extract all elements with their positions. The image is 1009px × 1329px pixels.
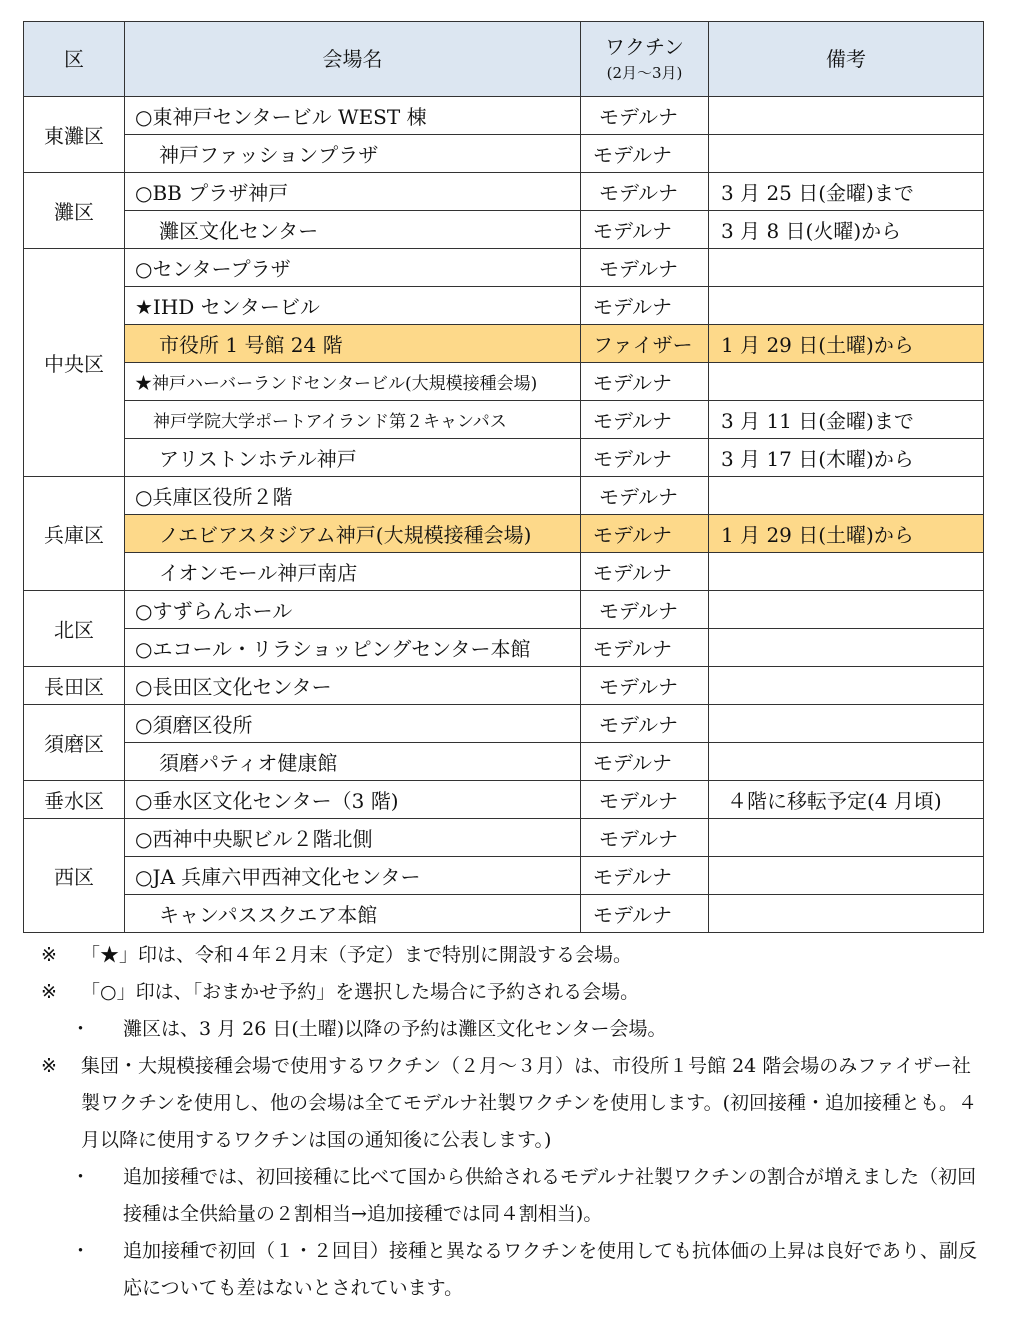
- table-row: [24, 553, 984, 591]
- vaccine-cell: モデルナ: [581, 667, 709, 705]
- footnote-text: 集団・大規模接種会場で使用するワクチン（２月～３月）は、市役所１号館 24 階会場のみファイザー社製ワクチンを使用し、他の会場は全てモデルナ社製ワクチンを使用します。(初回接種・追加接種とも。４月以降に使用するワクチンは国の通知後に公表します。): [81, 1055, 978, 1151]
- footnote-bullet: [23, 1233, 983, 1307]
- footnote: [23, 974, 983, 1011]
- footnote-text: 「○」印は、「おまかせ予約」を選択した場合に予約される会場。: [81, 981, 640, 1003]
- venue-cell: キャンパススクエア本館: [125, 895, 581, 933]
- note-cell: [709, 857, 984, 895]
- note-cell: 3 月 11 日(金曜)まで: [709, 401, 984, 439]
- venue-cell: アリストンホテル神戸: [125, 439, 581, 477]
- venue-cell: イオンモール神戸南店: [125, 553, 581, 591]
- note-cell: 3 月 17 日(木曜)から: [709, 439, 984, 477]
- venue-cell: ○エコール・リラショッピングセンター本館: [125, 629, 581, 667]
- header-ward: 区: [24, 22, 125, 97]
- note-cell: [709, 249, 984, 287]
- header-vaccine-period: (2月～3月): [606, 64, 683, 83]
- table-row: [24, 591, 984, 629]
- venue-cell: ○西神中央駅ビル２階北側: [125, 819, 581, 857]
- table-row: [24, 211, 984, 249]
- footnote-text: 追加接種で初回（１・２回目）接種と異なるワクチンを使用しても抗体価の上昇は良好であり、副反応についても差はないとされています。: [123, 1240, 978, 1299]
- venue-cell: ○JA 兵庫六甲西神文化センター: [125, 857, 581, 895]
- vaccine-cell: モデルナ: [581, 249, 709, 287]
- note-cell: 1 月 29 日(土曜)から: [709, 515, 984, 553]
- ward-cell: 中央区: [24, 249, 125, 477]
- vaccine-cell: モデルナ: [581, 173, 709, 211]
- venue-cell: ○センタープラザ: [125, 249, 581, 287]
- table-row: [24, 249, 984, 287]
- note-cell: [709, 743, 984, 781]
- note-cell: [709, 287, 984, 325]
- note-cell: [709, 895, 984, 933]
- table-row: [24, 743, 984, 781]
- note-cell: 3 月 8 日(火曜)から: [709, 211, 984, 249]
- venue-cell: 神戸学院大学ポートアイランド第２キャンパス: [125, 401, 581, 439]
- table-row: [24, 363, 984, 401]
- table-row-highlighted: [24, 515, 984, 553]
- note-cell: [709, 819, 984, 857]
- note-cell: [709, 629, 984, 667]
- table-row: [24, 667, 984, 705]
- venue-cell: ○東神戸センタービル WEST 棟: [125, 97, 581, 135]
- note-cell: [709, 667, 984, 705]
- note-cell: ４階に移転予定(4 月頃): [709, 781, 984, 819]
- vaccine-cell: モデルナ: [581, 895, 709, 933]
- vaccine-cell: モデルナ: [581, 781, 709, 819]
- ward-cell: 長田区: [24, 667, 125, 705]
- table-row: [24, 819, 984, 857]
- vaccine-cell: モデルナ: [581, 363, 709, 401]
- footnote-mark: ※: [41, 981, 57, 1003]
- vaccine-cell: モデルナ: [581, 439, 709, 477]
- table-row-highlighted: [24, 325, 984, 363]
- ward-cell: 灘区: [24, 173, 125, 249]
- ward-cell: 兵庫区: [24, 477, 125, 591]
- ward-cell: 東灘区: [24, 97, 125, 173]
- header-row: [24, 22, 984, 97]
- header-vaccine-label: ワクチン: [605, 35, 684, 60]
- header-vaccine: [581, 22, 709, 97]
- table-row: [24, 477, 984, 515]
- vaccine-cell: モデルナ: [581, 97, 709, 135]
- venue-table: [23, 21, 984, 933]
- footnote-text: 灘区は、3 月 26 日(土曜)以降の予約は灘区文化センター会場。: [123, 1018, 667, 1040]
- vaccine-cell: モデルナ: [581, 553, 709, 591]
- table-row: [24, 705, 984, 743]
- vaccine-cell: モデルナ: [581, 515, 709, 553]
- venue-cell: ★神戸ハーバーランドセンタービル(大規模接種会場): [125, 363, 581, 401]
- note-cell: [709, 363, 984, 401]
- footnote-mark: ※: [41, 1055, 57, 1077]
- venue-cell: ノエビアスタジアム神戸(大規模接種会場): [125, 515, 581, 553]
- venue-cell: ○BB プラザ神戸: [125, 173, 581, 211]
- header-note: 備考: [709, 22, 984, 97]
- table-row: [24, 439, 984, 477]
- vaccine-cell: ファイザー: [581, 325, 709, 363]
- vaccine-cell: モデルナ: [581, 477, 709, 515]
- table-row: [24, 629, 984, 667]
- vaccine-cell: モデルナ: [581, 857, 709, 895]
- vaccine-cell: モデルナ: [581, 287, 709, 325]
- venue-cell: ★IHD センタービル: [125, 287, 581, 325]
- ward-cell: 北区: [24, 591, 125, 667]
- vaccine-cell: モデルナ: [581, 629, 709, 667]
- footnote-bullet: [23, 1011, 983, 1048]
- venue-cell: ○垂水区文化センター（3 階): [125, 781, 581, 819]
- footnotes: [23, 937, 983, 1307]
- venue-cell: 市役所 1 号館 24 階: [125, 325, 581, 363]
- venue-cell: ○長田区文化センター: [125, 667, 581, 705]
- table-row: [24, 895, 984, 933]
- bullet-mark: ・: [71, 1018, 91, 1040]
- note-cell: [709, 553, 984, 591]
- table-row: [24, 401, 984, 439]
- venue-cell: 須磨パティオ健康館: [125, 743, 581, 781]
- footnote-bullet: [23, 1159, 983, 1233]
- table-row: [24, 287, 984, 325]
- footnote: [23, 1048, 983, 1159]
- vaccine-cell: モデルナ: [581, 591, 709, 629]
- vaccine-cell: モデルナ: [581, 819, 709, 857]
- venue-cell: 灘区文化センター: [125, 211, 581, 249]
- ward-cell: 須磨区: [24, 705, 125, 781]
- footnote: [23, 937, 983, 974]
- vaccine-cell: モデルナ: [581, 705, 709, 743]
- table-row: [24, 781, 984, 819]
- note-cell: [709, 591, 984, 629]
- footnote-text: 追加接種では、初回接種に比べて国から供給されるモデルナ社製ワクチンの割合が増えました（初回接種は全供給量の２割相当→追加接種では同４割相当)。: [123, 1166, 977, 1225]
- bullet-mark: ・: [71, 1166, 91, 1188]
- note-cell: [709, 135, 984, 173]
- note-cell: 3 月 25 日(金曜)まで: [709, 173, 984, 211]
- note-cell: [709, 705, 984, 743]
- note-cell: 1 月 29 日(土曜)から: [709, 325, 984, 363]
- vaccine-cell: モデルナ: [581, 135, 709, 173]
- bullet-mark: ・: [71, 1240, 91, 1262]
- table-row: [24, 173, 984, 211]
- vaccine-cell: モデルナ: [581, 211, 709, 249]
- ward-cell: 垂水区: [24, 781, 125, 819]
- venue-cell: ○須磨区役所: [125, 705, 581, 743]
- footnote-mark: ※: [41, 944, 57, 966]
- table-row: [24, 97, 984, 135]
- venue-cell: ○兵庫区役所２階: [125, 477, 581, 515]
- venue-cell: ○すずらんホール: [125, 591, 581, 629]
- footnote-text: 「★」印は、令和４年２月末（予定）まで特別に開設する会場。: [81, 944, 633, 966]
- table-row: [24, 135, 984, 173]
- table-row: [24, 857, 984, 895]
- note-cell: [709, 477, 984, 515]
- ward-cell: 西区: [24, 819, 125, 933]
- venue-cell: 神戸ファッションプラザ: [125, 135, 581, 173]
- note-cell: [709, 97, 984, 135]
- header-venue: 会場名: [125, 22, 581, 97]
- vaccine-cell: モデルナ: [581, 401, 709, 439]
- vaccine-cell: モデルナ: [581, 743, 709, 781]
